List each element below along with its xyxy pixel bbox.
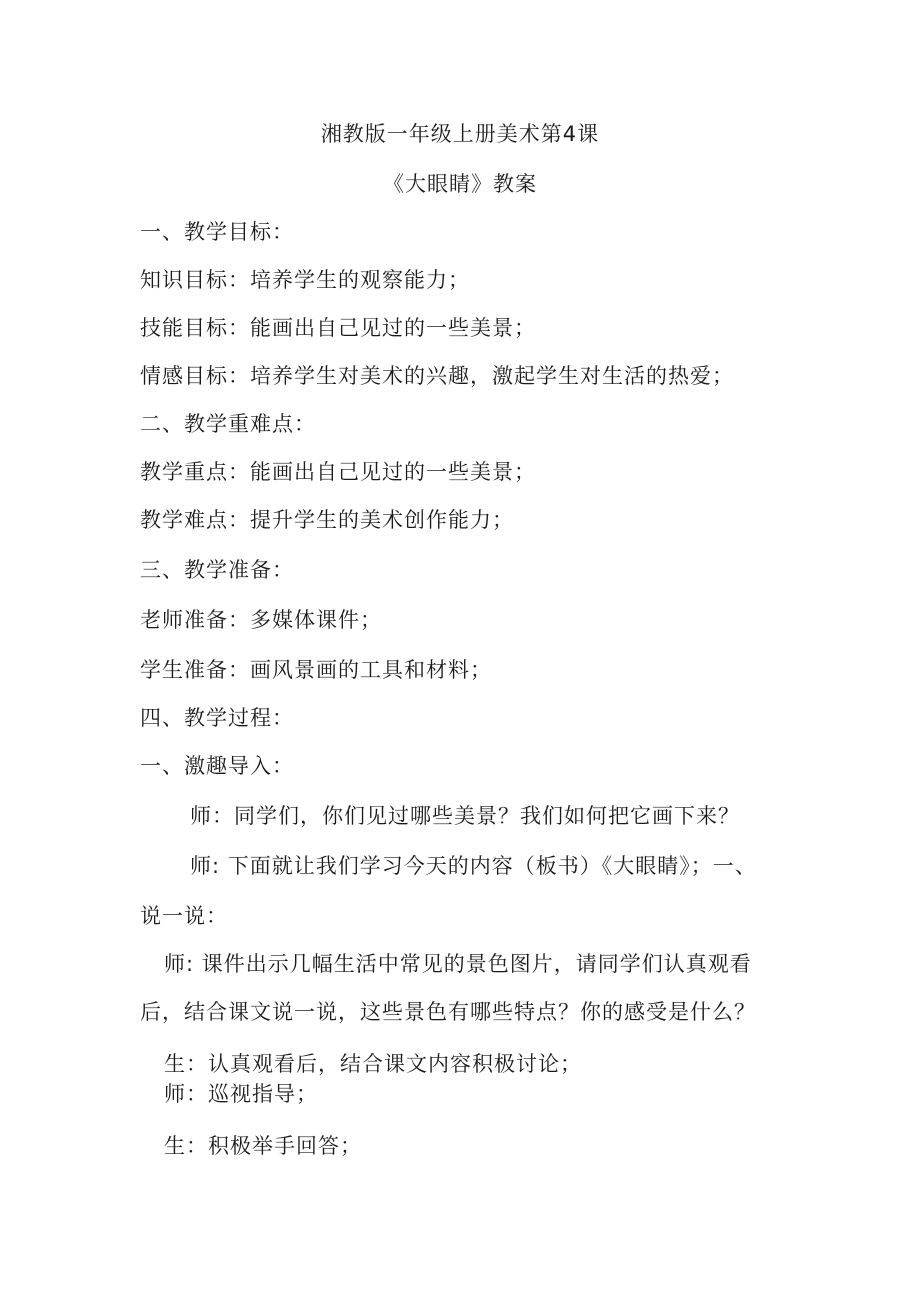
goals-heading: 一、教学目标： xyxy=(140,220,294,244)
document-title: 湘教版一年级上册美术第4课 xyxy=(320,122,600,146)
intro-heading: 一、激趣导入： xyxy=(140,754,294,778)
intro-line-2: 师: 下面就让我们学习今天的内容（板书）《大眼睛》；一、 xyxy=(190,854,757,878)
goal-emotion: 情感目标：培养学生对美术的兴趣，激起学生对生活的热爱； xyxy=(140,364,734,388)
prep-heading: 三、教学准备： xyxy=(140,558,294,582)
discuss-line-2: 后，结合课文说一说，这些景色有哪些特点？你的感受是什么？ xyxy=(140,1000,756,1024)
goal-skill: 技能目标：能画出自己见过的一些美景； xyxy=(140,316,536,340)
prep-student: 学生准备：画风景画的工具和材料； xyxy=(140,658,492,682)
intro-line-3: 说一说： xyxy=(140,904,228,928)
process-heading: 四、教学过程： xyxy=(140,706,294,730)
key-heading: 二、教学重难点： xyxy=(140,412,316,436)
prep-teacher: 老师准备：多媒体课件； xyxy=(140,608,382,632)
difficult-point: 教学难点：提升学生的美术创作能力； xyxy=(140,508,514,532)
document-subtitle: 《大眼睛》教案 xyxy=(383,172,537,196)
discuss-line-1: 师: 课件出示几幅生活中常见的景色图片，请同学们认真观看 xyxy=(164,952,752,976)
intro-line-1: 师：同学们，你们见过哪些美景？我们如何把它画下来？ xyxy=(190,804,740,828)
student-line-2: 生：积极举手回答； xyxy=(164,1134,362,1158)
goal-knowledge: 知识目标：培养学生的观察能力； xyxy=(140,268,470,292)
student-line-1: 生：认真观看后，结合课文内容积极讨论； xyxy=(164,1052,582,1076)
teacher-line-2: 师：巡视指导； xyxy=(164,1082,318,1106)
key-point: 教学重点：能画出自己见过的一些美景； xyxy=(140,460,536,484)
